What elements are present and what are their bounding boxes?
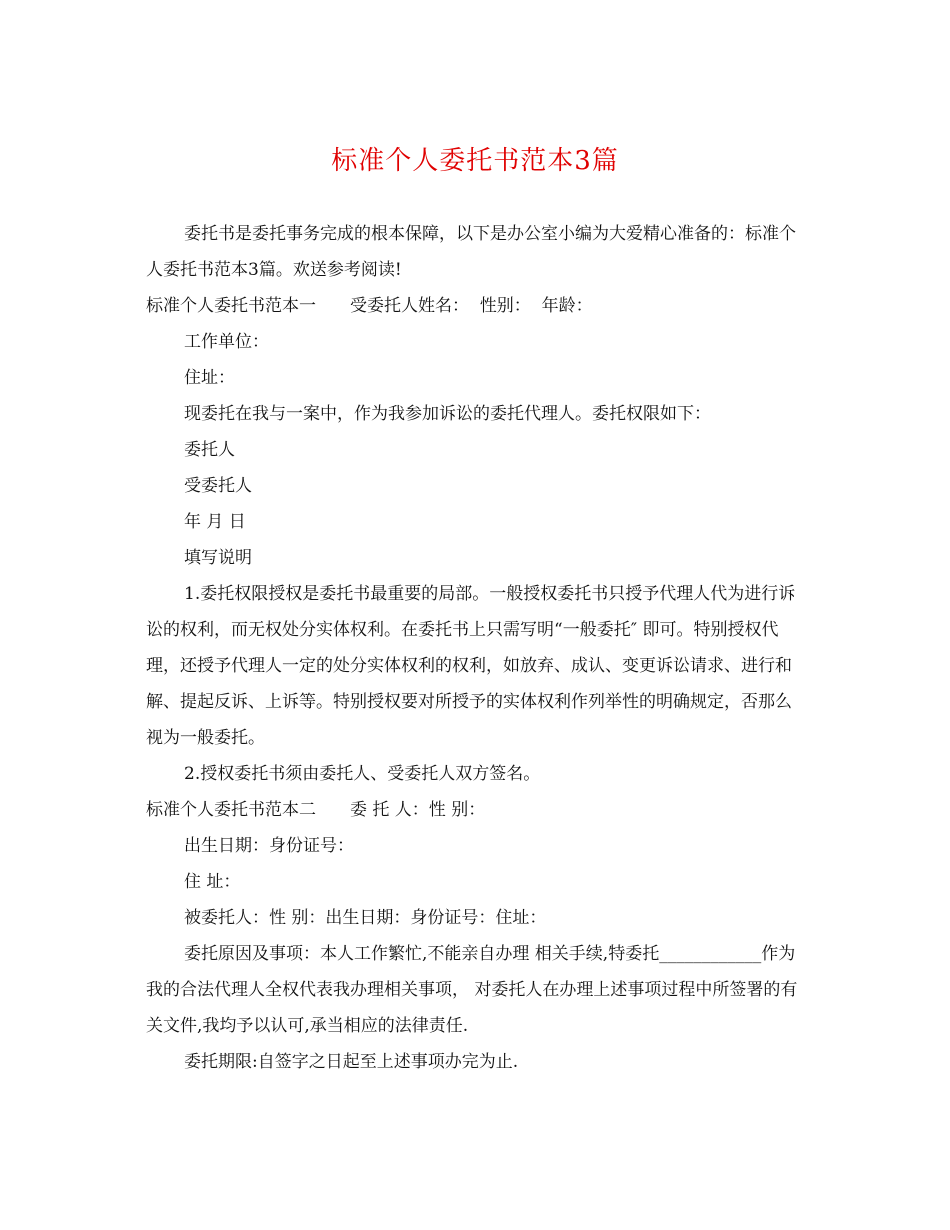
reason-paragraph: 委托原因及事项：本人工作繁忙,不能亲自办理 相关手续,特委托____________作为我的合法代理人全权代表我办理相关事项， 对委托人在办理上述事项过程中所签署的有关文件,我均予以认可,承当相应的法律责任. (146, 944, 798, 1036)
principal-line: 委托人 (184, 440, 235, 460)
address-line: 住址： (184, 368, 235, 388)
sample1-heading: 标准个人委托书范本一 受委托人姓名： 性别： 年龄： (146, 296, 593, 316)
work-unit-line: 工作单位： (184, 332, 269, 352)
intro-paragraph: 委托书是委托事务完成的根本保障，以下是办公室小编为大爱精心准备的：标准个人委托书范本3篇。欢送参考阅读! (146, 224, 796, 280)
agent-line: 受委托人 (184, 476, 252, 496)
birth-line: 出生日期：身份证号： (184, 836, 354, 856)
document-title: 标准个人委托书范本3篇 (331, 146, 619, 176)
notes-heading: 填写说明 (184, 548, 252, 568)
note-2-paragraph: 2.授权委托书须由委托人、受委托人双方签名。 (184, 764, 541, 784)
period-line: 委托期限:自签字之日起至上述事项办完为止. (184, 1052, 519, 1072)
address2-line: 住 址： (184, 872, 241, 892)
date-line: 年 月 日 (184, 512, 246, 532)
sample2-heading: 标准个人委托书范本二 委 托 人：性 别： (146, 800, 486, 820)
document-body (146, 216, 806, 1080)
agent-info-line: 被委托人：性 别：出生日期：身份证号：住址： (184, 908, 547, 928)
entrust-line: 现委托在我与一案中，作为我参加诉讼的委托代理人。委托权限如下： (184, 404, 711, 424)
note-1-paragraph: 1.委托权限授权是委托书最重要的局部。一般授权委托书只授予代理人代为进行诉讼的权利，而无权处分实体权利。在委托书上只需写明“一般委托″ 即可。特别授权代理，还授予代理人一定的处分实体权利的权利，如放弃、成认、变更诉讼请求、进行和解、提起反诉、上诉等。特别授权要对所授予的实体权利作列举性的明确规定，否那么视为一般委托。 (146, 584, 796, 748)
